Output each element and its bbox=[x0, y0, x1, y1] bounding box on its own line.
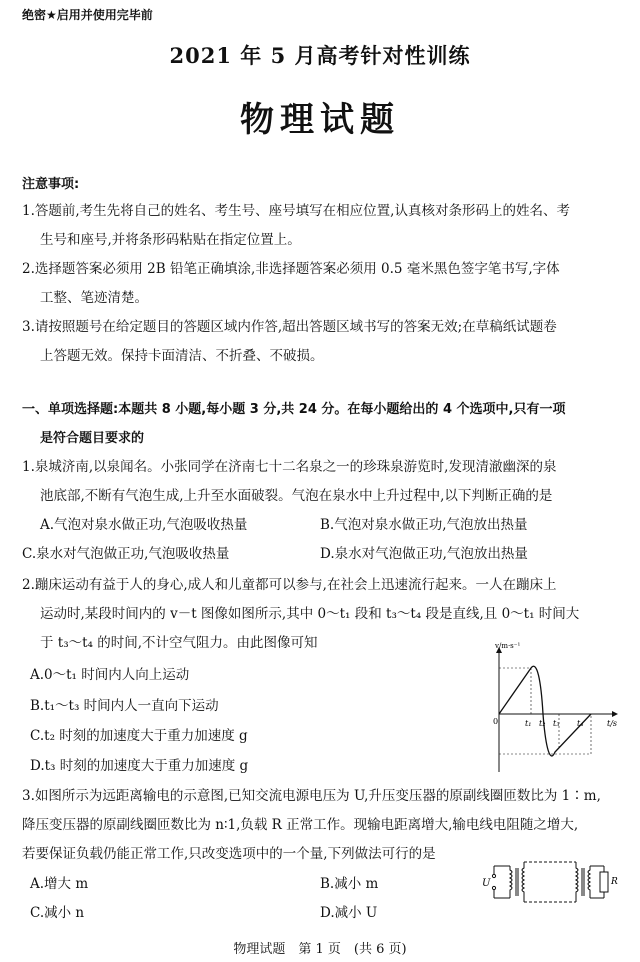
section-1-heading: 一、单项选择题:本题共 8 小题,每小题 3 分,共 24 分。在每小题给出的 4 个选项中,只有一项 是符合题目要求的 bbox=[22, 402, 566, 446]
q3-option-d: D.减小 U bbox=[320, 905, 378, 921]
notice-item-2: 2.选择题答案必须用 2B 铅笔正确填涂,非选择题答案必须用 0.5 毫米黑色签字笔书写,字体 工整、笔迹清楚。 bbox=[22, 261, 560, 306]
page-footer: 物理试题 第 1 页 (共 6 页) bbox=[233, 942, 407, 957]
q3-option-c: C.减小 n bbox=[30, 905, 85, 921]
notice-item-1: 1.答题前,考生先将自己的姓名、考生号、座号填写在相应位置,认真核对条形码上的姓名、考 生号和座号,并将条形码粘贴在指定位置上。 bbox=[22, 203, 570, 248]
confidential-label: 绝密★启用并使用完毕前 bbox=[22, 8, 153, 22]
notice-heading: 注意事项: bbox=[22, 177, 80, 192]
tick-t4: t₄ bbox=[577, 719, 584, 728]
transmission-circuit bbox=[480, 852, 626, 910]
q2-option-b: B.t₁～t₃ 时间内人一直向下运动 bbox=[30, 698, 219, 714]
q3-option-b: B.减小 m bbox=[320, 876, 379, 892]
q1-option-d: D.泉水对气泡做正功,气泡放出热量 bbox=[320, 546, 528, 562]
question-1: 1.泉城济南,以泉闻名。小张同学在济南七十二名泉之一的珍珠泉游览时,发现清澈幽深的泉 池底部,不断有气泡生成,上升至水面破裂。气泡在泉水中上升过程中,以下判断正确的是 bbox=[22, 459, 557, 504]
q2-option-a: A.0～t₁ 时间内人向上运动 bbox=[30, 667, 190, 683]
question-3: 3.如图所示为远距离输电的示意图,已知交流电源电压为 U,升压变压器的原副线圈匝数比为 1∶m, 降压变压器的原副线圈匝数比为 n∶1,负载 R 正常工作。现输电距离增大,输电线电阻随之增大, 若要保证负载仍能正常工作,只改变选项中的一个量,下列做法可行的是 bbox=[22, 788, 601, 862]
question-2: 2.蹦床运动有益于人的身心,成人和儿童都可以参与,在社会上迅速流行起来。一人在蹦床上 运动时,某段时间内的 v－t 图像如图所示,其中 0～t₁ 段和 t₃～t₄ 段是直线,且 0～t₁ 时间大 于 t₃～t₄ 的时间,不计空气阻力。由此图像可知 bbox=[22, 577, 580, 651]
q2-option-c: C.t₂ 时刻的加速度大于重力加速度 g bbox=[30, 728, 248, 744]
tick-t1: t₁ bbox=[525, 719, 532, 728]
vt-curve bbox=[499, 666, 591, 756]
load-resistor bbox=[600, 872, 608, 892]
exam-title: 2021 年 5 月高考针对性训练 bbox=[169, 43, 471, 68]
graph-ylabel: v/m·s⁻¹ bbox=[495, 642, 521, 650]
q1-option-a: A.气泡对泉水做正功,气泡吸收热量 bbox=[40, 517, 248, 533]
vt-graph bbox=[485, 640, 625, 780]
load-label: R bbox=[611, 877, 618, 887]
subject-title: 物理试题 bbox=[240, 100, 400, 140]
tick-t3: t₃ bbox=[553, 719, 560, 728]
graph-xlabel: t/s bbox=[607, 719, 618, 728]
graph-origin: 0 bbox=[493, 717, 499, 726]
q1-option-b: B.气泡对泉水做正功,气泡放出热量 bbox=[320, 517, 528, 533]
source-label: U bbox=[482, 878, 491, 889]
notice-item-3: 3.请按照题号在给定题目的答题区域内作答,超出答题区域书写的答案无效;在草稿纸试题卷 上答题无效。保持卡面清洁、不折叠、不破损。 bbox=[22, 319, 557, 364]
tick-t2: t₂ bbox=[539, 719, 546, 728]
q3-option-a: A.增大 m bbox=[30, 876, 89, 892]
q2-option-d: D.t₃ 时刻的加速度大于重力加速度 g bbox=[30, 758, 249, 774]
q1-option-c: C.泉水对气泡做正功,气泡吸收热量 bbox=[22, 546, 230, 562]
